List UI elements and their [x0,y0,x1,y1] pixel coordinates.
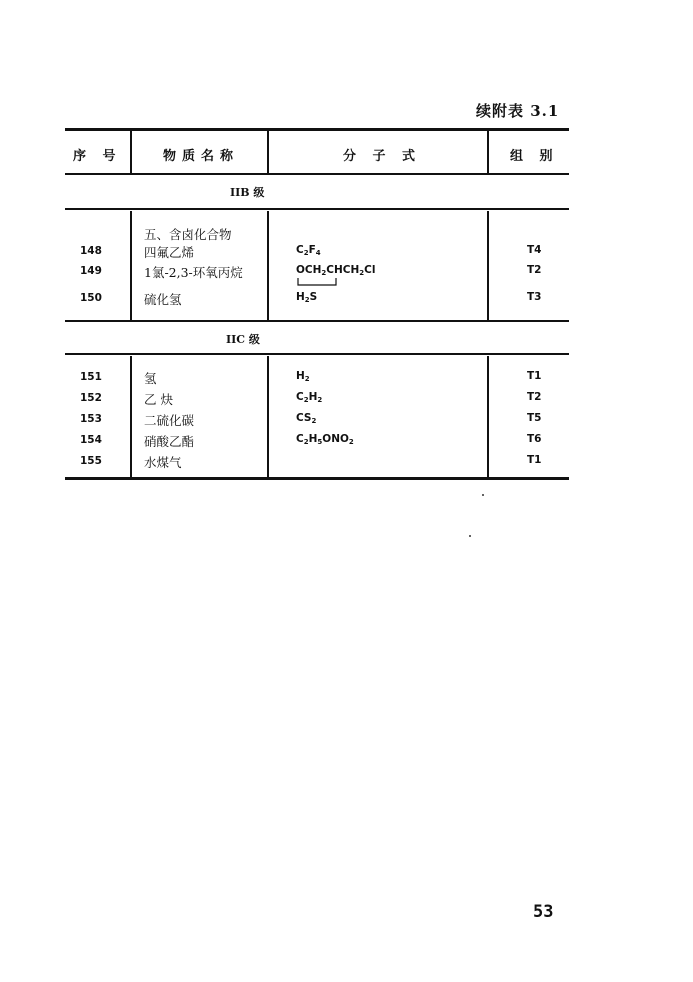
header-seq: 序 号 [73,149,122,164]
page-number: 53 [533,902,554,922]
row-formula: $OCH_2CHCH_2Cl$ [296,264,376,277]
row-seq: 150 [80,292,102,304]
iic-top-rule [65,320,569,322]
row-seq: 149 [80,265,102,277]
grade-label-iic: IIC 级 [226,333,260,346]
row-seq: 154 [80,434,102,446]
row-name: 乙 炔 [144,392,173,407]
row-name: 硝酸乙酯 [144,434,195,449]
row-seq: 155 [80,455,102,467]
scan-speck [469,535,471,537]
header-formula: 分 子 式 [343,149,422,164]
scan-speck [482,494,484,496]
iib-grade-rule [65,208,569,210]
row-group: T4 [527,244,542,256]
row-formula: $C_2F_4$ [296,244,321,257]
header-bottom-rule [65,173,569,175]
row-group: T1 [527,370,542,382]
table-caption: 续附表 3.1 [476,102,560,120]
iic-divider-3 [487,356,489,477]
row-seq: 152 [80,392,102,404]
row-group: T2 [527,391,542,403]
row-formula: $C_2H_2$ [296,391,323,404]
row-name: 氢 [144,371,157,386]
iib-divider-1 [130,211,132,320]
row-seq: 151 [80,371,102,383]
row-group: T2 [527,264,542,276]
category-label: 五、含卤化合物 [144,227,232,242]
grade-label-iib: IIB 级 [230,186,265,199]
iib-divider-2 [267,211,269,320]
table-bottom-rule [65,477,569,480]
row-group: T6 [527,433,542,445]
row-formula: $H_2S$ [296,291,318,304]
header-divider-1 [130,131,132,173]
row-seq: 148 [80,245,102,257]
iic-divider-2 [267,356,269,477]
row-name: 硫化氢 [144,292,182,307]
header-divider-2 [267,131,269,173]
header-name: 物质名称 [163,149,240,164]
row-group: T5 [527,412,542,424]
row-formula: $CS_2$ [296,412,317,425]
row-name: 二硫化碳 [144,413,195,428]
row-name: 水煤气 [144,455,182,470]
header-divider-3 [487,131,489,173]
row-formula: $C_2H_5ONO_2$ [296,433,354,446]
iib-divider-3 [487,211,489,320]
table-top-rule [65,128,569,131]
header-group: 组 别 [510,149,559,164]
epoxide-ring-bond [296,277,346,287]
iic-divider-1 [130,356,132,477]
row-name: 四氟乙烯 [144,245,195,260]
row-name: 1氯-2,3-环氧丙烷 [144,265,243,280]
row-group: T3 [527,291,542,303]
row-group: T1 [527,454,542,466]
row-formula: $H_2$ [296,370,310,383]
row-seq: 153 [80,413,102,425]
iic-grade-rule [65,353,569,355]
